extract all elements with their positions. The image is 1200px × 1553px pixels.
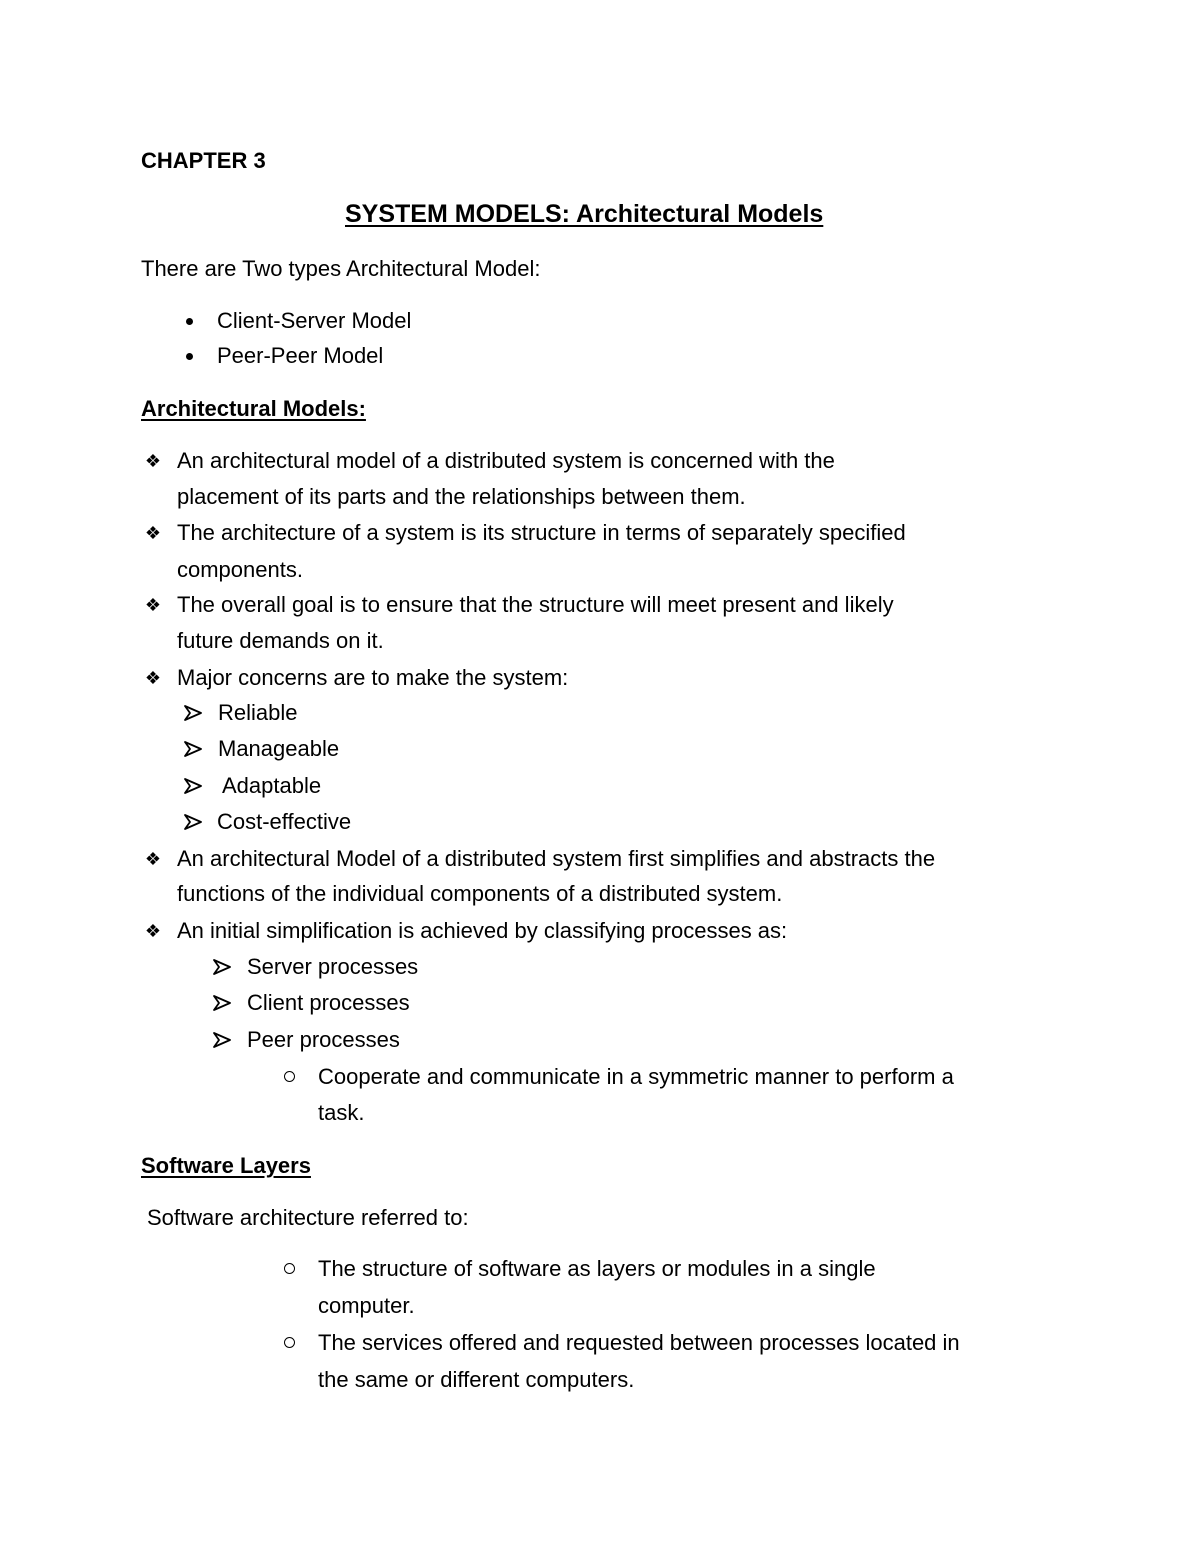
intro-text: There are Two types Architectural Model:	[141, 256, 541, 281]
circle-bullet-icon	[284, 1071, 295, 1082]
bullet-dot-icon	[186, 353, 193, 360]
chapter-label: CHAPTER 3	[141, 148, 266, 173]
arrow-bullet-icon	[184, 705, 202, 721]
diamond-bullet-icon: ❖	[144, 921, 162, 941]
list-item: Peer processes	[247, 1027, 400, 1052]
paragraph-line: functions of the individual components of a distributed system.	[177, 881, 783, 906]
circle-bullet-icon	[284, 1337, 295, 1348]
paragraph-line: Major concerns are to make the system:	[177, 665, 569, 690]
paragraph-line: components.	[177, 557, 303, 582]
section-heading: Architectural Models:	[141, 396, 366, 421]
paragraph-line: future demands on it.	[177, 628, 384, 653]
diamond-bullet-icon: ❖	[144, 523, 162, 543]
list-item: Client processes	[247, 990, 410, 1015]
diamond-bullet-icon: ❖	[144, 668, 162, 688]
diamond-bullet-icon: ❖	[144, 595, 162, 615]
paragraph-line: task.	[318, 1100, 365, 1125]
circle-bullet-icon	[284, 1263, 295, 1274]
list-item: Cost-effective	[217, 809, 352, 834]
arrow-bullet-icon	[213, 959, 231, 975]
paragraph-line: placement of its parts and the relationships between them.	[177, 484, 746, 509]
diamond-bullet-icon: ❖	[144, 451, 162, 471]
paragraph-line: The services offered and requested between processes located in	[318, 1330, 960, 1355]
page-title: SYSTEM MODELS: Architectural Models	[345, 200, 824, 228]
paragraph-line: the same or different computers.	[318, 1367, 635, 1392]
list-item: Peer-Peer Model	[217, 343, 384, 368]
list-item: Adaptable	[222, 773, 322, 798]
list-item: Client-Server Model	[217, 308, 412, 333]
arrow-bullet-icon	[184, 814, 202, 830]
paragraph-line: The overall goal is to ensure that the structure will meet present and likely	[177, 592, 894, 617]
list-item: Reliable	[218, 700, 298, 725]
paragraph-line: computer.	[318, 1293, 415, 1318]
section-heading: Software Layers	[141, 1153, 311, 1178]
arrow-bullet-icon	[184, 778, 202, 794]
paragraph-line: An architectural Model of a distributed system first simplifies and abstracts the	[177, 846, 936, 871]
list-item: Manageable	[218, 736, 340, 761]
paragraph-line: The structure of software as layers or modules in a single	[318, 1256, 876, 1281]
paragraph-line: Cooperate and communicate in a symmetric manner to perform a	[318, 1064, 954, 1089]
list-item: Server processes	[247, 954, 419, 979]
arrow-bullet-icon	[213, 995, 231, 1011]
paragraph-line: The architecture of a system is its structure in terms of separately specified	[177, 520, 906, 545]
bullet-dot-icon	[186, 318, 193, 325]
paragraph-line: An initial simplification is achieved by classifying processes as:	[177, 918, 788, 943]
arrow-bullet-icon	[184, 741, 202, 757]
arrow-bullet-icon	[213, 1032, 231, 1048]
paragraph-line: An architectural model of a distributed system is concerned with the	[177, 448, 835, 473]
diamond-bullet-icon: ❖	[144, 849, 162, 869]
intro-text: Software architecture referred to:	[147, 1205, 469, 1230]
